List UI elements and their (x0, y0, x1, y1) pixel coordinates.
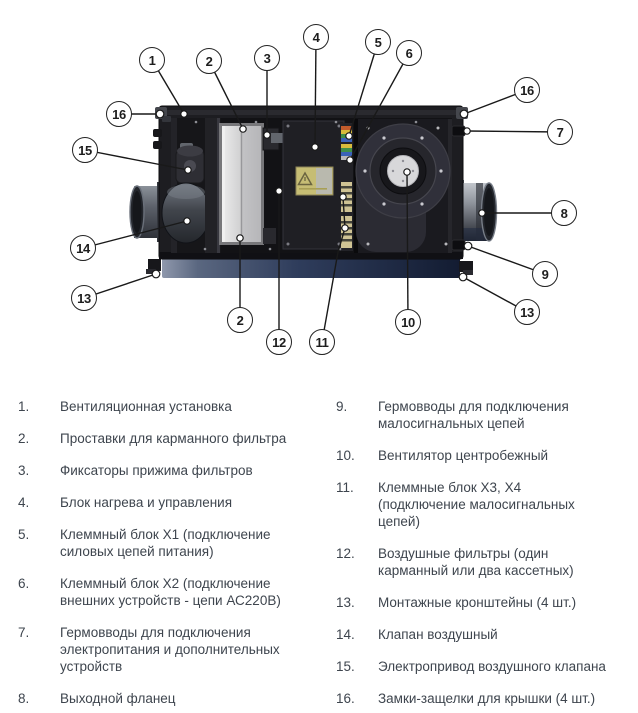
legend-item-text: Гермовводы для подключения электропитания и дополнительных устройств (60, 625, 280, 674)
legend-item-text: Выходной фланец (60, 691, 176, 706)
callout-14: 14 (70, 235, 96, 261)
callout-2-top: 2 (196, 48, 222, 74)
valve-actuator (176, 143, 204, 183)
legend-item-number: 15. (336, 659, 355, 674)
callout-16-left: 16 (106, 101, 132, 127)
legend-item-text: Вентилятор центробежный (378, 448, 549, 463)
legend-item-1 (18, 398, 320, 415)
legend-item-text: Гермовводы для подключения малосигнальных цепей (378, 399, 569, 431)
legend-item-number: 16. (336, 691, 355, 706)
legend-item-number: 2. (18, 431, 30, 446)
legend-item-text: Фиксаторы прижима фильтров (60, 463, 253, 478)
legend-item-number: 7. (18, 625, 30, 640)
callout-10: 10 (395, 309, 421, 335)
legend-item-number: 3. (18, 463, 30, 478)
legend-item-number: 6. (18, 576, 30, 591)
legend-item-number: 1. (18, 399, 30, 414)
callout-9: 9 (532, 261, 558, 287)
legend-item-text: Клапан воздушный (378, 627, 498, 642)
callout-8: 8 (551, 200, 577, 226)
mounting-bracket-bottom-right (459, 261, 473, 275)
legend-item-7 (18, 624, 320, 675)
legend-item-14 (336, 626, 606, 643)
legend-item-2 (18, 430, 320, 447)
callout-4: 4 (303, 24, 329, 50)
callout-6: 6 (396, 40, 422, 66)
legend-item-3 (18, 462, 320, 479)
legend-item-text: Монтажные кронштейны (4 шт.) (378, 595, 577, 610)
legend-item-text: Клеммный блок Х2 (подключение внешних устройств - цепи АС220В) (60, 576, 281, 608)
callout-12: 12 (266, 329, 292, 355)
legend-item-text: Замки-защелки для крышки (4 шт.) (378, 691, 596, 706)
legend-column-right (336, 398, 606, 713)
legend-item-number: 14. (336, 627, 355, 642)
callout-13-left: 13 (71, 285, 97, 311)
air-valve (162, 183, 210, 243)
legend-item-5 (18, 526, 320, 560)
legend-item-10 (336, 447, 606, 464)
legend-item-text: Проставки для карманного фильтра (60, 431, 287, 446)
legend-item-number: 13. (336, 595, 355, 610)
legend-item-15 (336, 658, 606, 675)
legend-item-text: Вентиляционная установка (60, 399, 232, 414)
terminal-block-x4 (341, 216, 352, 248)
legend-item-text: Клеммный блок Х1 (подключение силовых цепей питания) (60, 527, 271, 559)
callout-15: 15 (72, 137, 98, 163)
legend-item-number: 10. (336, 448, 355, 463)
callout-5: 5 (365, 29, 391, 55)
warning-label (296, 167, 333, 195)
legend-item-11 (336, 479, 606, 530)
legend-item-number: 12. (336, 546, 355, 561)
legend-item-text: Клеммные блок Х3, Х4 (подключение малосигнальных цепей) (378, 480, 575, 529)
callout-13-right: 13 (514, 299, 540, 325)
cable-gland-signal (452, 240, 465, 250)
legend-item-8 (18, 690, 320, 707)
legend-item-6 (18, 575, 320, 609)
callout-2-bottom: 2 (227, 307, 253, 333)
divider-wall (205, 118, 220, 253)
callout-7: 7 (547, 119, 573, 145)
legend-item-number: 5. (18, 527, 30, 542)
legend-item-13 (336, 594, 606, 611)
legend-item-9 (336, 398, 606, 432)
legend-item-text: Воздушные фильтры (один карманный или два кассетных) (378, 546, 574, 578)
cable-gland-power (452, 126, 465, 136)
callout-11: 11 (309, 329, 335, 355)
legend-item-4 (18, 494, 320, 511)
legend-item-number: 9. (336, 399, 348, 414)
bottom-band (162, 257, 460, 278)
callout-16-right: 16 (514, 77, 540, 103)
legend-item-text: Блок нагрева и управления (60, 495, 233, 510)
legend-column-left (18, 398, 320, 713)
callout-3: 3 (254, 45, 280, 71)
legend-item-16 (336, 690, 606, 707)
legend-item-number: 8. (18, 691, 30, 706)
callout-1: 1 (139, 47, 165, 73)
pocket-filter (219, 123, 264, 245)
legend-item-number: 4. (18, 495, 30, 510)
legend-item-number: 11. (336, 480, 354, 495)
legend-item-text: Электропривод воздушного клапана (378, 659, 606, 674)
legend-item-12 (336, 545, 606, 579)
